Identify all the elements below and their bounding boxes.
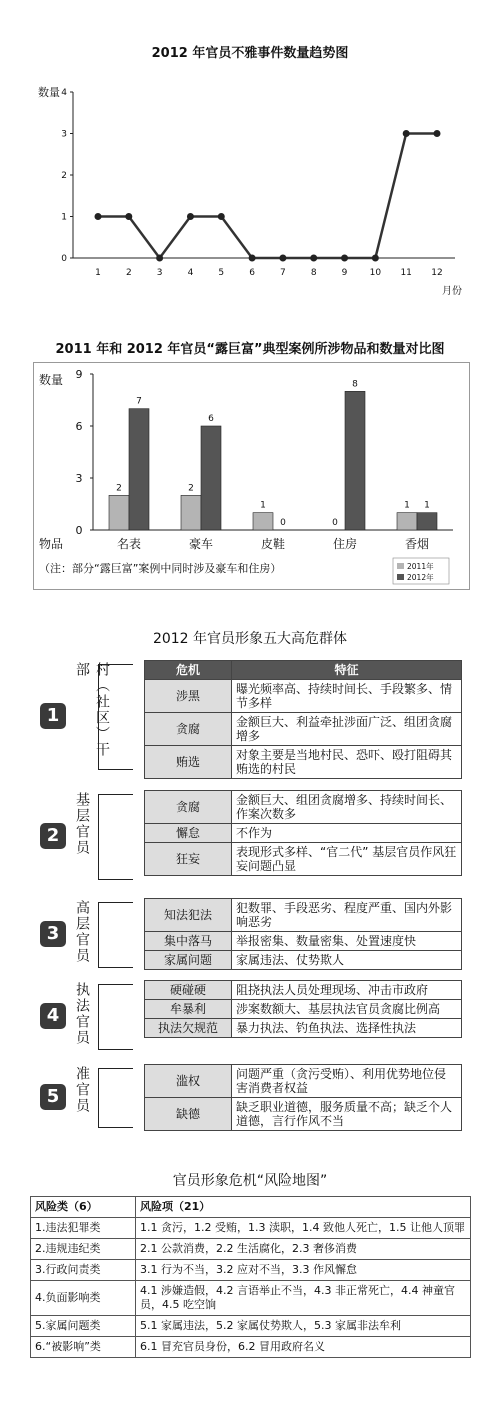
group-5 (40, 1064, 470, 1130)
group-bracket (98, 984, 133, 1050)
bar-category-label: 豪车 (188, 537, 214, 551)
group-row (145, 746, 462, 779)
risk-category-cell: 2.违规违纪类 (31, 1239, 136, 1260)
line-point (434, 130, 441, 137)
feature-cell: 阻挠执法人员处理现场、冲击市政府 (232, 981, 462, 1000)
risk-table (30, 1196, 471, 1358)
bar-value-label: 7 (136, 396, 142, 407)
group-row (145, 680, 462, 713)
bar-value-label: 2 (188, 483, 194, 494)
group-row (145, 1065, 462, 1098)
crisis-cell: 贿选 (145, 746, 232, 779)
feature-cell: 暴力执法、钓鱼执法、选择性执法 (232, 1019, 462, 1038)
line-series (98, 134, 437, 259)
group-table (144, 1064, 462, 1131)
feature-cell: 缺乏职业道德，服务质量不高；缺乏个人道德，言行作风不当 (232, 1098, 462, 1131)
group-row (145, 713, 462, 746)
line-y-tick: 0 (61, 254, 67, 264)
crisis-cell: 涉黑 (145, 680, 232, 713)
line-y-tick: 3 (61, 129, 67, 140)
groups-title: 2012 年官员形象五大高危群体 (152, 631, 348, 647)
bar-y-tick: 6 (75, 420, 83, 433)
risk-category-cell: 4.负面影响类 (31, 1281, 136, 1316)
line-y-label: 数量 (38, 86, 60, 99)
crisis-cell: 集中落马 (145, 932, 232, 951)
risk-category-cell: 3.行政问责类 (31, 1260, 136, 1281)
bar-y-label: 数量 (39, 373, 64, 387)
bar-value-label: 0 (332, 518, 338, 528)
feature-cell: 涉案数额大、基层执法官员贪腐比例高 (232, 1000, 462, 1019)
line-point (125, 213, 132, 220)
line-x-label: 月份 (442, 286, 462, 297)
risk-row (31, 1260, 471, 1281)
risk-category-cell: 1.违法犯罪类 (31, 1218, 136, 1239)
feature-cell: 金额巨大、组团贪腐增多、持续时间长、作案次数多 (232, 791, 462, 824)
bar-category-label: 香烟 (404, 537, 430, 551)
group-bracket (98, 902, 133, 968)
line-x-tick: 9 (341, 268, 348, 278)
group-number-badge: 3 (40, 921, 66, 947)
crisis-cell: 牟暴利 (145, 1000, 232, 1019)
bar-value-label: 6 (208, 414, 214, 424)
group-row (145, 1098, 462, 1131)
group-table (144, 898, 462, 970)
line-x-tick: 4 (187, 268, 194, 278)
risk-row (31, 1218, 471, 1239)
line-point (156, 255, 163, 262)
bar-y-tick: 3 (75, 472, 83, 485)
bar-category-label: 皮鞋 (260, 537, 286, 551)
bar-2012年 (201, 426, 221, 530)
crisis-cell: 家属问题 (145, 951, 232, 970)
line-y-tick: 2 (61, 171, 67, 181)
risk-items-cell: 5.1 家属违法，5.2 家属仗势欺人，5.3 家属非法牟利 (136, 1316, 471, 1337)
risk-header-row (31, 1197, 471, 1218)
group-label: 村（社区）干部 (74, 662, 110, 758)
line-y-tick: 1 (61, 212, 67, 223)
group-number-badge: 2 (40, 823, 66, 849)
legend-swatch (397, 563, 404, 569)
line-point (249, 255, 256, 262)
bar-value-label: 1 (424, 500, 430, 511)
line-point (279, 255, 286, 262)
crisis-header: 危机 (145, 661, 232, 680)
line-x-tick: 8 (310, 268, 317, 278)
group-number-badge: 4 (40, 1003, 66, 1029)
feature-cell: 犯数罪、手段恶劣、程度严重、国内外影响恶劣 (232, 899, 462, 932)
risk-items-cell: 2.1 公款消费，2.2 生活腐化，2.3 奢侈消费 (136, 1239, 471, 1260)
group-label: 高层官员 (74, 900, 90, 964)
risk-row (31, 1337, 471, 1358)
group-row (145, 932, 462, 951)
legend-label: 2012年 (407, 573, 434, 582)
group-row (145, 1019, 462, 1038)
group-number-badge: 5 (40, 1084, 66, 1110)
line-point (372, 255, 379, 262)
risk-items-cell: 1.1 贪污，1.2 受贿，1.3 渎职，1.4 致他人死亡，1.5 让他人顶罪 (136, 1218, 471, 1239)
risk-map (30, 1196, 471, 1358)
legend-label: 2011年 (407, 562, 434, 571)
bar-value-label: 2 (116, 483, 122, 494)
bar-2012年 (417, 513, 437, 530)
line-x-tick: 7 (280, 268, 286, 278)
feature-cell: 不作为 (232, 824, 462, 843)
group-label: 执法官员 (74, 982, 90, 1046)
bar-value-label: 0 (280, 518, 286, 528)
bar-2011年 (109, 495, 129, 530)
group-row (145, 1000, 462, 1019)
group-3 (40, 898, 470, 970)
crisis-cell: 硬碰硬 (145, 981, 232, 1000)
crisis-cell: 懈怠 (145, 824, 232, 843)
feature-cell: 对象主要是当地村民、恐吓、殴打阻碍其贿选的村民 (232, 746, 462, 779)
group-row (145, 981, 462, 1000)
risk-row (31, 1239, 471, 1260)
crisis-cell: 贪腐 (145, 713, 232, 746)
feature-cell: 家属违法、仗势欺人 (232, 951, 462, 970)
bar-y-tick: 9 (75, 368, 83, 381)
risk-map-title: 官员形象危机“风险地图” (172, 1173, 328, 1189)
group-table (144, 980, 462, 1038)
group-table (144, 660, 462, 779)
bar-2011年 (181, 495, 201, 530)
group-table (144, 790, 462, 876)
bar-2012年 (129, 409, 149, 530)
group-label: 基层官员 (74, 792, 90, 856)
line-x-tick: 1 (95, 268, 101, 278)
group-1 (40, 660, 470, 776)
crisis-cell: 缺德 (145, 1098, 232, 1131)
group-2 (40, 790, 470, 882)
bar-x-label: 物品 (39, 537, 64, 551)
group-bracket (98, 664, 133, 770)
feature-header: 特征 (232, 661, 462, 680)
group-row (145, 899, 462, 932)
risk-items-header: 风险项（21） (136, 1197, 471, 1218)
line-x-tick: 2 (125, 268, 132, 278)
group-bracket (98, 1068, 133, 1128)
crisis-cell: 执法欠规范 (145, 1019, 232, 1038)
risk-items-cell: 3.1 行为不当，3.2 应对不当，3.3 作风懈怠 (136, 1260, 471, 1281)
feature-cell: 曝光频率高、持续时间长、手段繁多、情节多样 (232, 680, 462, 713)
bar-value-label: 1 (260, 500, 266, 511)
feature-cell: 举报密集、数量密集、处置速度快 (232, 932, 462, 951)
risk-category-cell: 6.“被影响”类 (31, 1337, 136, 1358)
group-row (145, 951, 462, 970)
risk-items-cell: 6.1 冒充官员身份，6.2 冒用政府名义 (136, 1337, 471, 1358)
crisis-cell: 贪腐 (145, 791, 232, 824)
line-point (341, 255, 348, 262)
bar-note: （注：部分“露巨富”案例中同时涉及豪车和住房） (39, 562, 282, 575)
group-4 (40, 980, 470, 1052)
legend-swatch (397, 574, 404, 580)
line-x-tick: 3 (156, 268, 163, 278)
bar-value-label: 1 (404, 500, 410, 511)
risk-row (31, 1281, 471, 1316)
line-x-tick: 6 (249, 268, 255, 278)
group-header-row (145, 661, 462, 680)
group-row (145, 791, 462, 824)
line-y-tick: 4 (61, 88, 67, 98)
line-chart-title: 2012 年官员不雅事件数量趋势图 (151, 46, 349, 61)
risk-category-cell: 5.家属问题类 (31, 1316, 136, 1337)
group-number-badge: 1 (40, 703, 66, 729)
bar-value-label: 8 (352, 379, 358, 390)
bar-y-tick: 0 (75, 524, 83, 537)
group-row (145, 824, 462, 843)
bar-2012年 (345, 391, 365, 530)
line-point (187, 213, 194, 220)
group-label: 准官员 (74, 1066, 90, 1114)
line-x-tick: 10 (369, 268, 382, 278)
crisis-cell: 狂妄 (145, 843, 232, 876)
bar-category-label: 住房 (332, 537, 358, 551)
risk-items-cell: 4.1 涉嫌造假，4.2 言语举止不当，4.3 非正常死亡，4.4 神童官员，4.5 吃空饷 (136, 1281, 471, 1316)
feature-cell: 表现形式多样、“官二代” 基层官员作风狂妄问题凸显 (232, 843, 462, 876)
bar-2011年 (253, 513, 273, 530)
crisis-cell: 知法犯法 (145, 899, 232, 932)
line-x-tick: 11 (400, 268, 412, 278)
bar-chart (33, 362, 470, 590)
line-chart (0, 70, 500, 310)
risk-row (31, 1316, 471, 1337)
line-point (218, 213, 225, 220)
crisis-cell: 滥权 (145, 1065, 232, 1098)
feature-cell: 金额巨大、利益牵扯涉面广泛、组团贪腐增多 (232, 713, 462, 746)
line-point (95, 213, 102, 220)
group-row (145, 843, 462, 876)
group-bracket (98, 794, 133, 880)
line-point (403, 130, 410, 137)
feature-cell: 问题严重（贪污受贿）、利用优势地位侵害消费者权益 (232, 1065, 462, 1098)
line-x-tick: 12 (431, 268, 443, 278)
bar-2011年 (397, 513, 417, 530)
bar-category-label: 名表 (116, 537, 142, 551)
line-point (310, 255, 317, 262)
bar-chart-title: 2011 年和 2012 年官员“露巨富”典型案例所涉物品和数量对比图 (55, 342, 445, 357)
risk-category-header: 风险类（6） (31, 1197, 136, 1218)
line-x-tick: 5 (218, 268, 225, 278)
